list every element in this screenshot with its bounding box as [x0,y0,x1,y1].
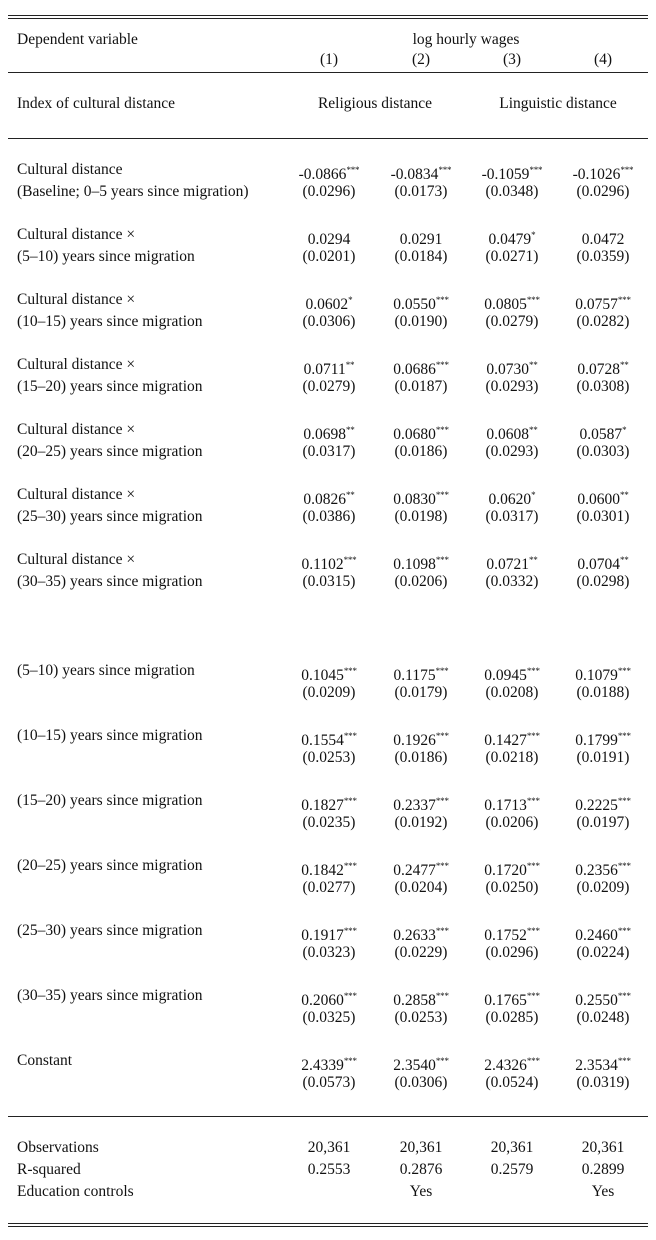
standard-error: (0.0250) [485,879,539,896]
standard-error: (0.0253) [302,749,356,766]
standard-error: (0.0192) [394,814,448,831]
significance-stars: *** [617,991,631,1001]
coefficient-value: 0.0830 [393,491,436,508]
significance-stars: *** [526,926,540,936]
row-label: Cultural distance × [17,486,136,503]
significance-stars: ** [620,555,629,565]
coefficient-value: 0.1827 [301,797,344,814]
significance-stars: *** [526,1056,540,1066]
standard-error: (0.0201) [302,248,356,265]
row-label: (5–10) years since migration [17,662,195,679]
significance-stars: * [622,425,627,435]
column-header-1: (1) [319,51,339,68]
coefficient-value: 0.0805 [484,296,527,313]
footer-value: 0.2553 [307,1161,351,1178]
row-label: (25–30) years since migration [17,922,203,939]
significance-stars: * [531,230,536,240]
significance-stars: *** [435,425,449,435]
row-label: Cultural distance × [17,356,136,373]
standard-error: (0.0317) [485,508,539,525]
row-label: (15–20) years since migration [17,792,203,809]
row-label-sub: (Baseline; 0–5 years since migration) [17,183,249,200]
standard-error: (0.0187) [394,378,448,395]
standard-error: (0.0298) [576,573,630,590]
standard-error: (0.0296) [302,183,356,200]
significance-stars: ** [529,360,538,370]
standard-error: (0.0218) [485,749,539,766]
significance-stars: *** [343,991,357,1001]
coefficient-value: 0.0600 [577,491,621,508]
coefficient-value: -0.0866 [298,166,347,183]
top-rule-1 [8,15,648,16]
coefficient-value: 0.0826 [303,491,347,508]
standard-error: (0.0277) [302,879,356,896]
coefficient-value: 0.2460 [575,927,618,944]
standard-error: (0.0306) [302,313,356,330]
coefficient-value: 0.0602 [305,296,349,313]
standard-error: (0.0319) [576,1074,630,1091]
dependent-variable-label: Dependent variable [17,31,138,48]
standard-error: (0.0279) [485,313,539,330]
footer-value: 20,361 [490,1139,534,1156]
top-rule-2 [8,18,648,19]
row-label-sub: (25–30) years since migration [17,508,203,525]
significance-stars: *** [435,666,449,676]
coefficient-value: 0.0730 [486,361,530,378]
significance-stars: *** [435,731,449,741]
coefficient-value: 0.0608 [486,426,530,443]
standard-error: (0.0524) [485,1074,539,1091]
standard-error: (0.0303) [576,443,630,460]
significance-stars: *** [617,295,631,305]
coefficient-value: 0.0698 [303,426,347,443]
row-label: Cultural distance × [17,226,136,243]
significance-stars: * [348,295,353,305]
group-rule [8,138,648,139]
standard-error: (0.0190) [394,313,448,330]
group-linguistic-distance: Linguistic distance [499,95,617,112]
significance-stars: *** [617,796,631,806]
coefficient-value: 0.1102 [301,556,344,573]
significance-stars: *** [435,796,449,806]
standard-error: (0.0173) [394,183,448,200]
coefficient-value: 0.0686 [393,361,436,378]
standard-error: (0.0248) [576,1009,630,1026]
row-label: Constant [17,1052,73,1069]
coefficient-value: 0.0294 [307,231,351,248]
coefficient-value: 0.0721 [486,556,530,573]
coefficient-value: 0.1554 [301,732,344,749]
standard-error: (0.0204) [394,879,448,896]
significance-stars: *** [343,796,357,806]
significance-stars: *** [617,1056,631,1066]
footer-value: Yes [591,1183,615,1200]
coefficient-value: 0.0550 [393,296,436,313]
significance-stars: *** [435,295,449,305]
dependent-variable-value: log hourly wages [412,31,520,48]
footer-value: 0.2899 [581,1161,625,1178]
standard-error: (0.0308) [576,378,630,395]
row-label-sub: (15–20) years since migration [17,378,203,395]
standard-error: (0.0271) [485,248,539,265]
significance-stars: *** [343,1056,357,1066]
significance-stars: ** [620,360,629,370]
row-label: (20–25) years since migration [17,857,203,874]
coefficient-value: 0.1045 [301,667,344,684]
standard-error: (0.0184) [394,248,448,265]
coefficient-value: 0.1752 [484,927,527,944]
significance-stars: *** [526,666,540,676]
coefficient-value: 2.3540 [393,1057,436,1074]
column-header-4: (4) [593,51,613,68]
coefficient-value: 2.4326 [484,1057,527,1074]
coefficient-value: 0.1175 [393,667,436,684]
standard-error: (0.0224) [576,944,630,961]
standard-error: (0.0296) [485,944,539,961]
coefficient-value: 0.0711 [303,361,346,378]
standard-error: (0.0282) [576,313,630,330]
footer-value: 20,361 [399,1139,443,1156]
coefficient-value: 0.2225 [575,797,618,814]
standard-error: (0.0188) [576,684,630,701]
coefficient-value: 0.1765 [484,992,527,1009]
standard-error: (0.0235) [302,814,356,831]
standard-error: (0.0279) [302,378,356,395]
coefficient-value: -0.1026 [572,166,621,183]
coefficient-value: 0.0757 [575,296,618,313]
significance-stars: *** [526,731,540,741]
coefficient-value: 0.0945 [484,667,527,684]
significance-stars: *** [435,555,449,565]
coefficient-value: 0.2633 [393,927,436,944]
footer-value: 0.2876 [399,1161,443,1178]
coefficient-value: 0.0587 [579,426,623,443]
coefficient-value: 0.2477 [393,862,436,879]
row-label-sub: (10–15) years since migration [17,313,203,330]
standard-error: (0.0253) [394,1009,448,1026]
row-label: (10–15) years since migration [17,727,203,744]
standard-error: (0.0208) [485,684,539,701]
significance-stars: ** [620,490,629,500]
row-label: Cultural distance × [17,551,136,568]
coefficient-value: 0.1720 [484,862,527,879]
coefficient-value: 0.0291 [399,231,443,248]
coefficient-value: 0.2550 [575,992,618,1009]
coefficient-value: 0.0472 [581,231,625,248]
coefficient-value: 0.0704 [577,556,621,573]
coefficient-value: 0.1427 [484,732,527,749]
significance-stars: *** [620,165,634,175]
standard-error: (0.0306) [394,1074,448,1091]
significance-stars: ** [346,425,355,435]
significance-stars: *** [343,731,357,741]
coefficient-value: 0.0728 [577,361,621,378]
significance-stars: *** [435,1056,449,1066]
standard-error: (0.0285) [485,1009,539,1026]
coefficient-value: 0.2858 [393,992,436,1009]
standard-error: (0.0293) [485,443,539,460]
significance-stars: *** [343,666,357,676]
bottom-rule-1 [8,1223,648,1224]
standard-error: (0.0197) [576,814,630,831]
significance-stars: *** [346,165,360,175]
standard-error: (0.0186) [394,749,448,766]
significance-stars: *** [435,861,449,871]
significance-stars: *** [343,555,357,565]
significance-stars: *** [343,926,357,936]
footer-label: Education controls [17,1183,134,1200]
significance-stars: ** [346,490,355,500]
significance-stars: ** [529,425,538,435]
standard-error: (0.0209) [302,684,356,701]
significance-stars: *** [617,861,631,871]
standard-error: (0.0317) [302,443,356,460]
standard-error: (0.0332) [485,573,539,590]
row-label: (30–35) years since migration [17,987,203,1004]
standard-error: (0.0359) [576,248,630,265]
coefficient-value: 0.0620 [488,491,532,508]
significance-stars: *** [526,295,540,305]
row-label-sub: (5–10) years since migration [17,248,195,265]
significance-stars: *** [435,926,449,936]
standard-error: (0.0315) [302,573,356,590]
coefficient-value: 0.1098 [393,556,436,573]
footer-value: 0.2579 [490,1161,534,1178]
column-header-2: (2) [411,51,431,68]
bottom-rule-2 [8,1226,648,1227]
row-label: Cultural distance × [17,291,136,308]
footer-label: Observations [17,1139,99,1156]
footer-value: Yes [409,1183,433,1200]
standard-error: (0.0293) [485,378,539,395]
coefficient-value: 0.2337 [393,797,436,814]
significance-stars: *** [343,861,357,871]
standard-error: (0.0386) [302,508,356,525]
coefficient-value: 0.1799 [575,732,618,749]
coefficient-value: -0.0834 [390,166,439,183]
significance-stars: ** [529,555,538,565]
standard-error: (0.0191) [576,749,630,766]
significance-stars: *** [617,926,631,936]
footer-label: R-squared [17,1161,81,1178]
significance-stars: *** [617,666,631,676]
coefficient-value: 2.3534 [575,1057,618,1074]
significance-stars: *** [435,360,449,370]
coefficient-value: 0.2356 [575,862,618,879]
coefficient-value: 0.0479 [488,231,532,248]
coefficient-value: 0.0680 [393,426,436,443]
significance-stars: *** [438,165,452,175]
standard-error: (0.0209) [576,879,630,896]
significance-stars: *** [617,731,631,741]
significance-stars: * [531,490,536,500]
footer-value: 20,361 [307,1139,351,1156]
coefficient-value: 0.1842 [301,862,344,879]
standard-error: (0.0229) [394,944,448,961]
standard-error: (0.0206) [394,573,448,590]
footer-rule [8,1116,648,1117]
coefficient-value: 0.2060 [301,992,344,1009]
standard-error: (0.0179) [394,684,448,701]
coefficient-value: 0.1079 [575,667,618,684]
standard-error: (0.0573) [302,1074,356,1091]
index-label: Index of cultural distance [17,95,175,112]
significance-stars: *** [526,796,540,806]
standard-error: (0.0186) [394,443,448,460]
significance-stars: ** [345,360,355,370]
footer-value: 20,361 [581,1139,625,1156]
coefficient-value: -0.1059 [481,166,530,183]
standard-error: (0.0301) [576,508,630,525]
significance-stars: *** [526,861,540,871]
coefficient-value: 0.1713 [484,797,527,814]
significance-stars: *** [435,991,449,1001]
row-label: Cultural distance × [17,421,136,438]
coefficient-value: 0.1926 [393,732,436,749]
row-label: Cultural distance [17,161,123,178]
standard-error: (0.0348) [485,183,539,200]
coefficient-value: 0.1917 [301,927,344,944]
row-label-sub: (30–35) years since migration [17,573,203,590]
standard-error: (0.0323) [302,944,356,961]
standard-error: (0.0198) [394,508,448,525]
standard-error: (0.0296) [576,183,630,200]
standard-error: (0.0325) [302,1009,356,1026]
header-rule [8,72,648,73]
standard-error: (0.0206) [485,814,539,831]
coefficient-value: 2.4339 [301,1057,344,1074]
row-label-sub: (20–25) years since migration [17,443,203,460]
significance-stars: *** [526,991,540,1001]
group-religious-distance: Religious distance [317,95,433,112]
column-header-3: (3) [502,51,522,68]
significance-stars: *** [529,165,543,175]
significance-stars: *** [435,490,449,500]
